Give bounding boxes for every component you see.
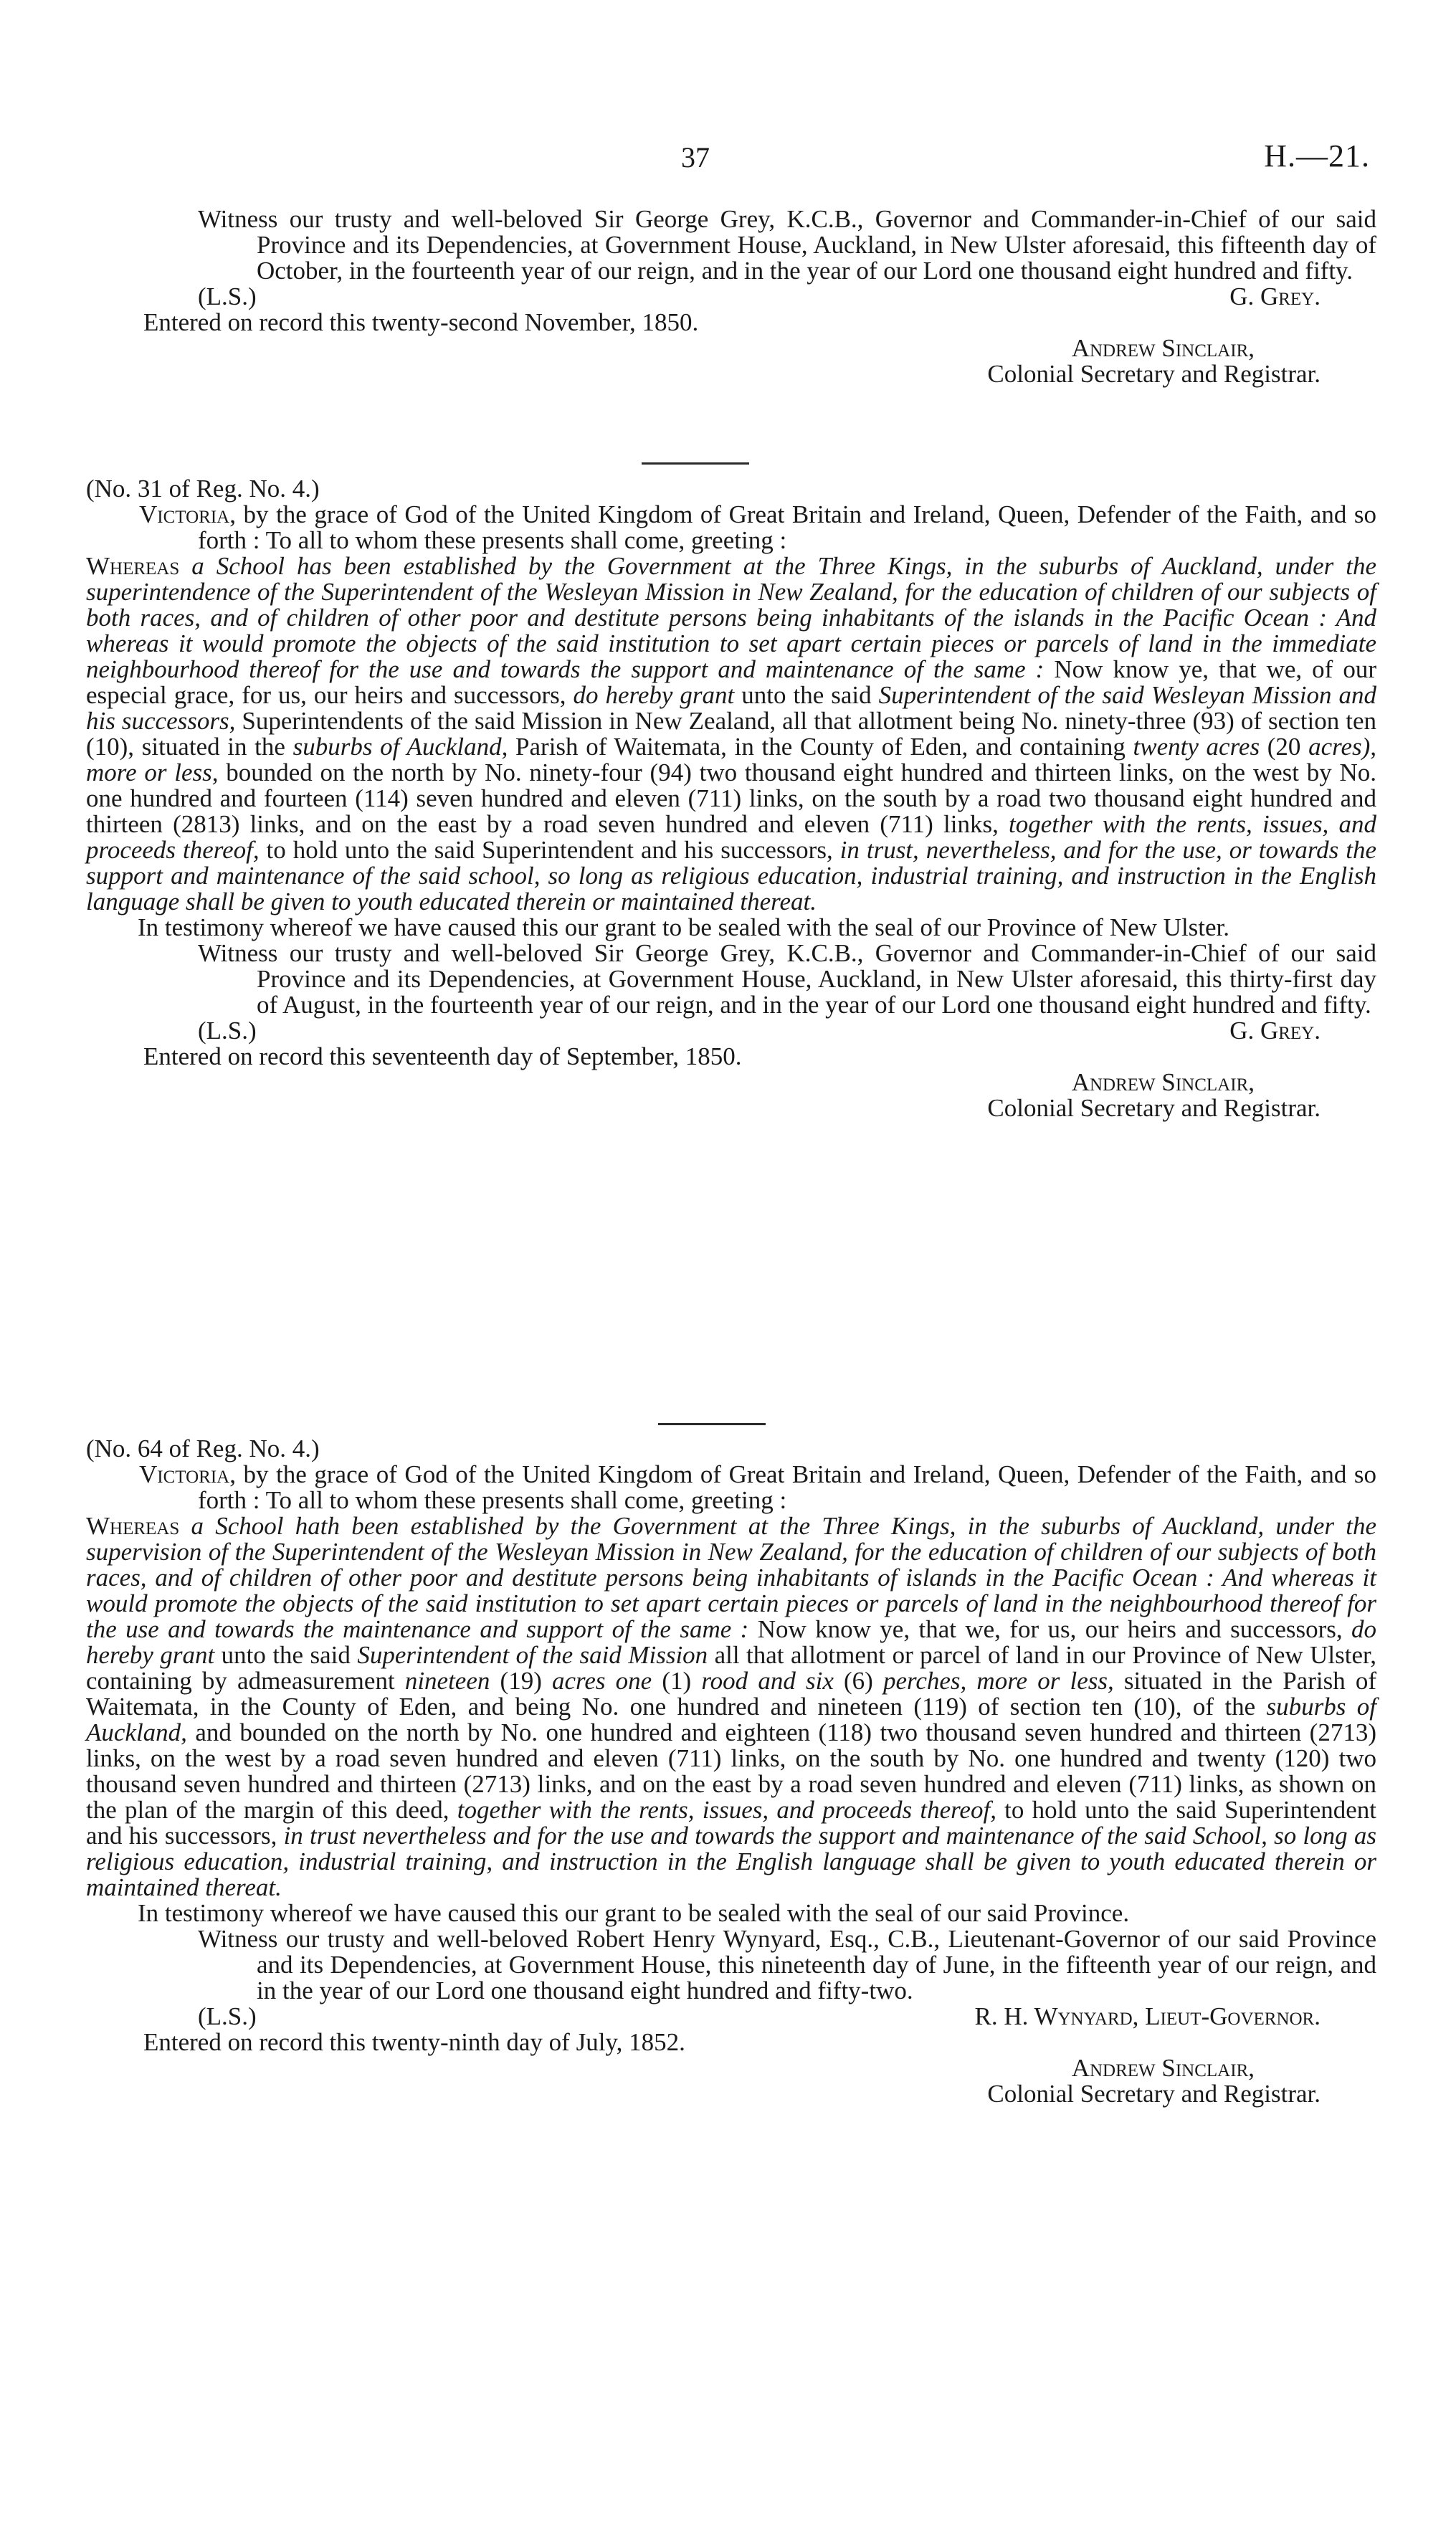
grant-text: unto the said <box>214 1641 358 1669</box>
witness-clause: Witness our trusty and well-beloved Sir George Grey, K.C.B., Governor and Commander-in-Chief of our said Province and its Dependencies, at Government House, Auckland, in New Ulster aforesaid, this fifteenth day of October, in the fourteenth year of our reign, and in the year of our Lord one thousand eight hundred and fifty. <box>198 205 1376 285</box>
seal-mark: (L.S.) <box>198 282 257 310</box>
grant-text-italic: in trust nevertheless and for the use and towards the support and maintenance of the said School, so long as religious education, industrial training, and instruction in the English language shall be given to youth educated therein or maintained thereat. <box>86 1822 1376 1901</box>
grant-text: and bounded on the north by No. one hundred and eighteen (118) two thousand seven hundred and thirteen (2713) links, on the west by a road seven hundred and eleven (711) links, on the south by No. one hundred and twenty (120) two thousand seven hundred and thirteen (2713) links, and on the east by a road seven hundred and eleven (711) links, as shown on the plan of the margin of this deed, <box>86 1718 1376 1824</box>
seal-mark: (L.S.) <box>198 2002 257 2030</box>
victoria-word: Victoria, <box>139 1460 236 1488</box>
grant-text: all that allotment or parcel of land in our Province of New Ulster, containing by admeasurement <box>86 1641 1376 1695</box>
grant-text: (6) <box>833 1667 883 1695</box>
grant-text: (20 <box>1260 733 1309 761</box>
grant-text-italic: suburbs of Auckland, <box>86 1693 1376 1746</box>
seal-line <box>86 2004 1376 2030</box>
grant-text: Now know ye, that we, of our especial grace, for us, our heirs and successors, <box>86 655 1376 709</box>
victoria-text: by the grace of God of the United Kingdom of Great Britain and Ireland, Queen, Defender of the Faith, and so forth : To all to whom these presents shall come, greeting : <box>198 500 1376 554</box>
whereas-clause <box>86 1513 1376 1901</box>
signatory: R. H. Wynyard, Lieut-Governor. <box>974 2002 1321 2030</box>
victoria-clause <box>86 502 1376 553</box>
page-number: 37 <box>681 141 710 173</box>
grant-text-italic: rood and six <box>701 1667 834 1695</box>
grant-text-italic: acres one <box>552 1667 652 1695</box>
whereas-text: a School has been established by the Government at the Three Kings, in the suburbs of Auckland, under the superintendence of the Superintendent of the Wesleyan Mission in New Zealand, for the education of children of our subjects of both races, and of children of other poor and destitute persons being inhabitants of the islands in the Pacific Ocean : And whereas it would promote the objects of the said institution to set apart certain pieces or parcels of land in the immediate neighbourhood thereof for the use and towards the support and maintenance of the same : <box>86 552 1376 683</box>
whereas-word: Whereas <box>86 1512 180 1540</box>
grant-text: bounded on the north by No. ninety-four (94) two thousand eight hundred and thirteen links, on the west by No. one hundred and fourteen (114) seven hundred and eleven (711) links, on the south by a road two thousand eight hundred and thirteen (2813) links, and on the east by a road seven hundred and eleven (711) links, <box>86 758 1376 838</box>
seal-line <box>86 284 1376 310</box>
grant-text-italic: together with the rents, issues, and proceeds thereof, <box>457 1796 996 1824</box>
whereas-text: a School hath been established by the Government at the Three Kings, in the suburbs of Auckland, under the supervision of the Superintendent of the Wesleyan Mission in New Zealand, for the education of children of our subjects of both races, and of children of other poor and destitute persons being inhabitants of islands in the Pacific Ocean : And whereas it would promote the objects of the said institution to set apart certain pieces or parcels of land in the neighbourhood thereof for the use and towards the maintenance and support of the same : <box>86 1512 1376 1643</box>
victoria-clause <box>86 1462 1376 1513</box>
document-reference: H.—21. <box>1264 138 1370 173</box>
section-divider <box>658 1423 766 1425</box>
grant-text-italic: do hereby grant <box>573 681 735 709</box>
testimony-clause: In testimony whereof we have caused this our grant to be sealed with the seal of our Province of New Ulster. <box>138 913 1230 941</box>
grant-text-italic: acres), more or less, <box>86 733 1377 786</box>
grant-continuation <box>86 206 1376 387</box>
grant-text-italic: together with the rents, issues, and proceeds thereof, <box>86 810 1376 864</box>
secretary-name: Andrew Sinclair, <box>1071 334 1255 362</box>
grant-text: to hold unto the said Superintendent and his successors, <box>259 836 840 864</box>
grant-text-italic: Superintendent of the said Mission <box>357 1641 708 1669</box>
secretary-title: Colonial Secretary and Registrar. <box>987 1094 1321 1122</box>
secretary-title: Colonial Secretary and Registrar. <box>987 360 1321 388</box>
grant-text-italic: suburbs of Auckland, <box>292 733 508 761</box>
seal-mark: (L.S.) <box>198 1017 257 1045</box>
grant-text: (1) <box>652 1667 702 1695</box>
secretary-title: Colonial Secretary and Registrar. <box>987 2080 1321 2108</box>
seal-line <box>86 1018 1376 1044</box>
grant-text: Superintendents of the said Mission in New Zealand, all that allotment being No. ninety-three (93) of section ten (10), situated in the <box>86 707 1376 761</box>
signatory: G. Grey. <box>1229 282 1321 310</box>
grant-text-italic: twenty acres <box>1133 733 1260 761</box>
testimony-clause: In testimony whereof we have caused this our grant to be sealed with the seal of our said Province. <box>138 1899 1130 1927</box>
grant-text: Now know ye, that we, for us, our heirs and successors, <box>748 1615 1352 1643</box>
whereas-word: Whereas <box>86 552 180 580</box>
grant-text-italic: Superintendent of the said Wesleyan Mission and his successors, <box>86 681 1376 735</box>
witness-clause: Witness our trusty and well-beloved Robert Henry Wynyard, Esq., C.B., Lieutenant-Governor of our said Province and its Dependencies, at Government House, this nineteenth day of June, in the fifteenth year of our reign, and in the year of our Lord one thousand eight hundred and fifty-two. <box>198 1925 1376 2004</box>
grant-heading: (No. 31 of Reg. No. 4.) <box>86 475 320 503</box>
record-entry: Entered on record this twenty-second November, 1850. <box>143 308 699 336</box>
grant-text: to hold unto the said Superintendent and his successors, <box>86 1796 1376 1850</box>
whereas-clause <box>86 553 1376 915</box>
secretary-name: Andrew Sinclair, <box>1071 1068 1255 1096</box>
grant-text: Parish of Waitemata, in the County of Eden, and containing <box>508 733 1133 761</box>
grant-heading: (No. 64 of Reg. No. 4.) <box>86 1435 320 1462</box>
grant-text-italic: do hereby grant <box>86 1615 1377 1669</box>
signatory: G. Grey. <box>1229 1017 1321 1045</box>
grant-no-31 <box>86 476 1376 1121</box>
grant-text: situated in the Parish of Waitemata, in the County of Eden, and being No. one hundred and nineteen (119) of section ten (10), of the <box>86 1667 1377 1721</box>
section-divider <box>642 462 749 465</box>
record-entry: Entered on record this seventeenth day of September, 1850. <box>143 1042 742 1070</box>
secretary-name: Andrew Sinclair, <box>1071 2054 1255 2082</box>
victoria-text: by the grace of God of the United Kingdom of Great Britain and Ireland, Queen, Defender of the Faith, and so forth : To all to whom these presents shall come, greeting : <box>198 1460 1376 1514</box>
witness-clause: Witness our trusty and well-beloved Sir George Grey, K.C.B., Governor and Commander-in-Chief of our said Province and its Dependencies, at Government House, Auckland, in New Ulster aforesaid, this thirty-first day of August, in the fourteenth year of our reign, and in the year of our Lord one thousand eight hundred and fifty. <box>198 939 1376 1019</box>
victoria-word: Victoria, <box>139 500 236 528</box>
grant-text: unto the said <box>734 681 879 709</box>
grant-text-italic: perches, more or less, <box>882 1667 1114 1695</box>
grant-text: (19) <box>490 1667 553 1695</box>
grant-text-italic: nineteen <box>404 1667 490 1695</box>
grant-text-italic: in trust, nevertheless, and for the use, or towards the support and maintenance of the said school, so long as religious education, industrial training, and instruction in the English language shall be given to youth educated therein or maintained thereat. <box>86 836 1377 915</box>
record-entry: Entered on record this twenty-ninth day of July, 1852. <box>143 2028 685 2056</box>
grant-no-64 <box>86 1436 1376 2107</box>
